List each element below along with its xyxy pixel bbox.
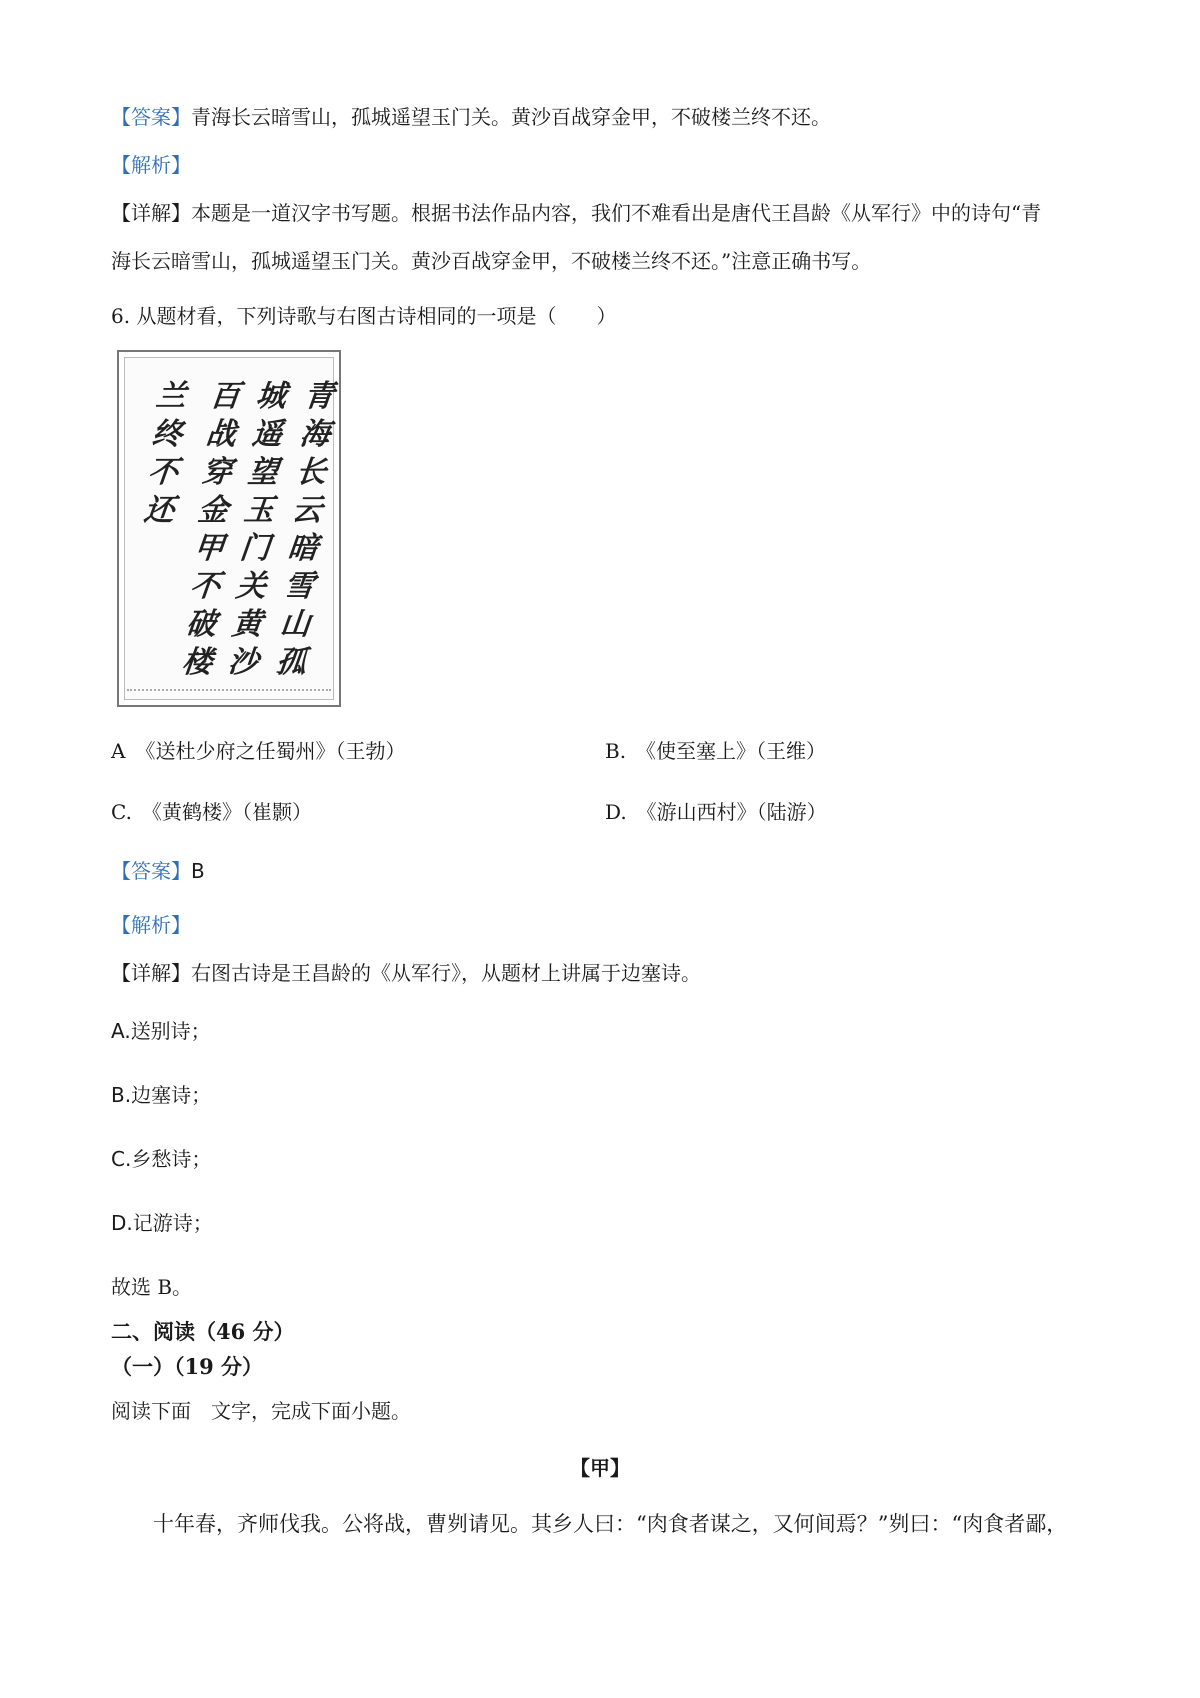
calligraphy-character: 百 [208,379,242,414]
calligraphy-character: 甲 [192,531,226,566]
list-item: B.边塞诗； [111,1083,212,1107]
calligraphy-character: 海 [298,417,332,452]
calligraphy-character: 关 [234,569,268,604]
passage-label: 【甲】 [570,1456,630,1480]
calligraphy-character: 云 [290,493,324,528]
question-text: 6. 从题材看，下列诗歌与右图古诗相同的一项是（ ） [111,304,617,328]
answer-tag: 【答案】 [111,105,191,129]
passage-line: 十年春，齐师伐我。公将战，曹刿请见。其乡人曰：“肉食者谋之，又何间焉？”刿曰：“肉食者鄙， [153,1512,1068,1536]
calligraphy-character: 不 [188,569,222,604]
option-b: B. 《使至塞上》（王维） [605,739,827,763]
calligraphy-character: 金 [196,493,230,528]
reading-instruction: 阅读下面 文字，完成下面小题。 [111,1399,411,1423]
calligraphy-character: 城 [254,379,288,414]
section-subtitle: （一）（19 分） [111,1354,264,1379]
calligraphy-character: 破 [184,607,218,642]
calligraphy-character: 山 [278,607,312,642]
calligraphy-character: 长 [294,455,328,490]
calligraphy-character: 终 [150,417,184,452]
option-c: C. 《黄鹤楼》（崔颢） [111,800,312,824]
answer-text: B [191,859,205,883]
analysis-tag: 【解析】 [111,153,191,177]
q6-analysis-line [111,911,1101,939]
detail-tag: 【详解】 [111,201,191,225]
section-title: 二、阅读（46 分） [111,1319,295,1344]
q6-question [111,302,1101,330]
calligraphy-image [117,350,341,707]
calligraphy-character: 望 [246,455,280,490]
calligraphy-character: 不 [146,455,180,490]
calligraphy-column-4 [137,378,193,530]
detail-tag: 【详解】 [111,961,191,985]
calligraphy-character: 兰 [154,379,188,414]
detail-text: 右图古诗是王昌龄的《从军行》，从题材上讲属于边塞诗。 [191,961,701,985]
calligraphy-character: 门 [238,531,272,566]
calligraphy-character: 雪 [282,569,316,604]
list-item: D.记游诗； [111,1211,213,1235]
calligraphy-character: 黄 [230,607,264,642]
detail-text: 本题是一道汉字书写题。根据书法作品内容，我们不难看出是唐代王昌龄《从军行》中的诗句“青 [191,201,1042,225]
option-a: A 《送杜少府之任蜀州》（王勃） [111,739,406,763]
answer-text: 青海长云暗雪山，孤城遥望玉门关。黄沙百战穿金甲，不破楼兰终不还。 [191,105,831,129]
calligraphy-character: 玉 [242,493,276,528]
calligraphy-character: 还 [142,493,176,528]
detail-text: 海长云暗雪山，孤城遥望玉门关。黄沙百战穿金甲，不破楼兰终不还。”注意正确书写。 [111,249,872,273]
calligraphy-character: 暗 [286,531,320,566]
list-item: A.送别诗； [111,1019,211,1043]
q6-answer-line [111,857,1101,885]
calligraphy-character: 孤 [274,645,308,680]
option-d: D. 《游山西村》（陆游） [605,800,827,824]
answer-tag: 【答案】 [111,859,191,883]
calligraphy-character: 楼 [180,645,214,680]
analysis-tag: 【解析】 [111,913,191,937]
q5-detail-line-1 [111,199,1101,227]
list-item: C.乡愁诗； [111,1147,212,1171]
q5-analysis-line [111,151,1101,179]
calligraphy-border-rule [127,689,331,691]
calligraphy-character: 穿 [200,455,234,490]
calligraphy-character: 沙 [226,645,260,680]
q5-detail-line-2 [111,247,1101,275]
q6-conclusion: 故选 B。 [111,1275,193,1299]
calligraphy-character: 战 [204,417,238,452]
calligraphy-character: 青 [302,379,336,414]
calligraphy-character: 遥 [250,417,284,452]
q5-answer-line [111,103,1101,131]
q6-detail-line [111,959,1101,987]
